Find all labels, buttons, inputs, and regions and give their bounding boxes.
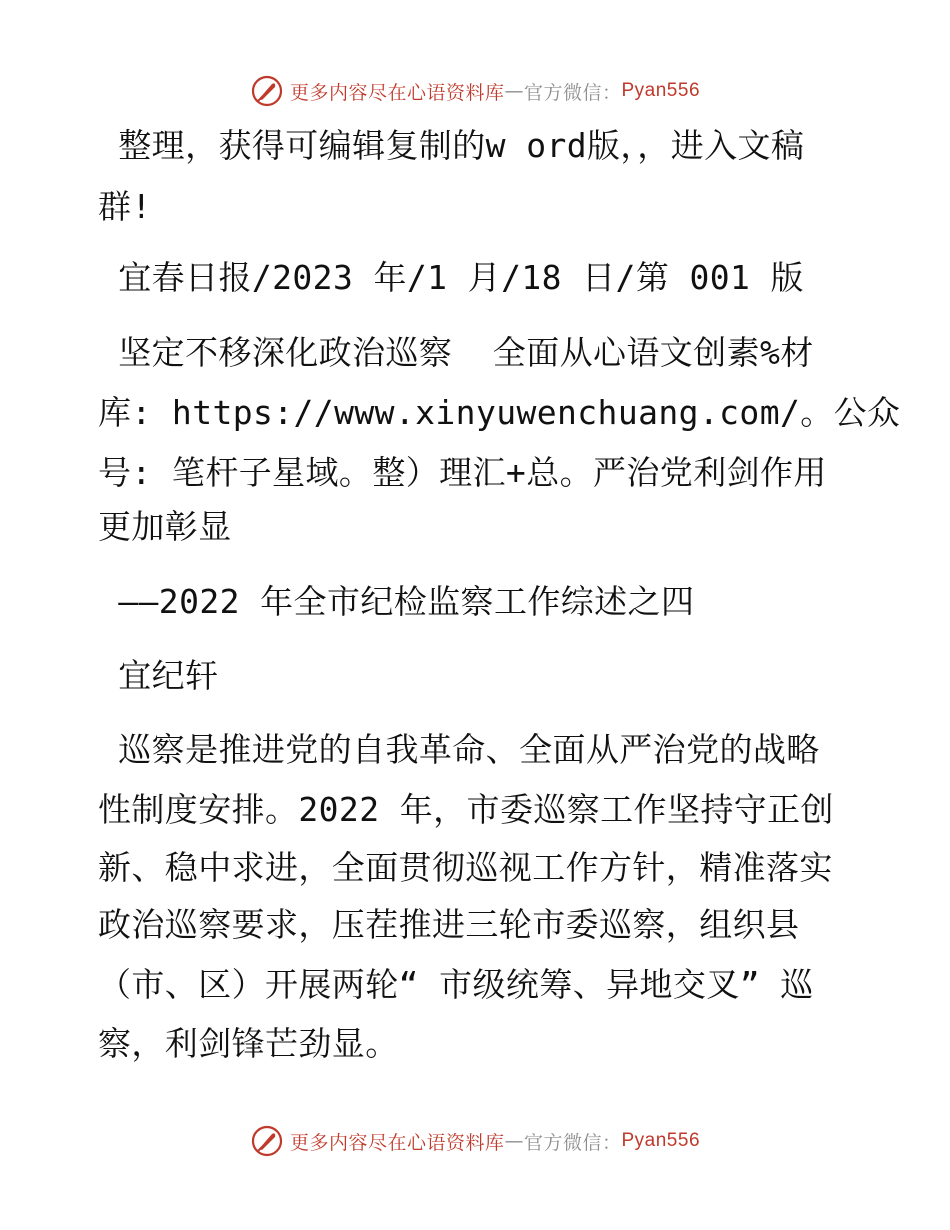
body-line-7: 更加彰显 (98, 507, 232, 546)
banner-wechat-id: Pyan556 (621, 80, 701, 101)
banner-separator: — (504, 1130, 524, 1152)
banner-slogan: 更多内容尽在心语资料库 (289, 81, 505, 104)
publication-info: 宜春日报/2023 年/1 月/18 日/第 001 版 (98, 258, 804, 297)
paragraph-line-3: 新、稳中求进，全面贯彻巡视工作方针，精准落实 (98, 848, 833, 887)
paragraph-line-6: 察，利剑锋芒劲显。 (98, 1024, 399, 1063)
banner-separator: — (504, 80, 524, 102)
quill-circle-icon (250, 74, 284, 108)
body-line-1: 整理，获得可编辑复制的w ord版，，进入文稿 (98, 126, 805, 165)
article-author: 宜纪轩 (98, 656, 219, 695)
paragraph-line-2: 性制度安排。2022 年，市委巡察工作坚持守正创 (98, 790, 834, 829)
body-line-6: 号: 笔杆子星域。整）理汇+总。严治党利剑作用 (98, 453, 827, 492)
banner-wechat-id: Pyan556 (621, 1130, 701, 1151)
body-line-2: 群! (98, 187, 152, 226)
body-line-5: 库: https://www.xinyuwenchuang.com/。公众 (98, 393, 901, 432)
header-banner (0, 71, 950, 111)
article-subtitle: ——2022 年全市纪检监察工作综述之四 (98, 582, 695, 621)
paragraph-line-4: 政治巡察要求，压茬推进三轮市委巡察，组织县 (98, 905, 800, 944)
quill-circle-icon (250, 1124, 284, 1158)
body-line-4: 坚定不移深化政治巡察 全面从心语文创素%材 (98, 333, 814, 372)
paragraph-line-1: 巡察是推进党的自我革命、全面从严治党的战略 (98, 730, 820, 769)
banner-wechat-label: 官方微信： (523, 1131, 622, 1154)
footer-banner (0, 1121, 950, 1161)
banner-wechat-label: 官方微信： (523, 81, 622, 104)
banner-slogan: 更多内容尽在心语资料库 (289, 1131, 505, 1154)
paragraph-line-5: （市、区）开展两轮“ 市级统筹、异地交叉” 巡 (98, 965, 814, 1004)
